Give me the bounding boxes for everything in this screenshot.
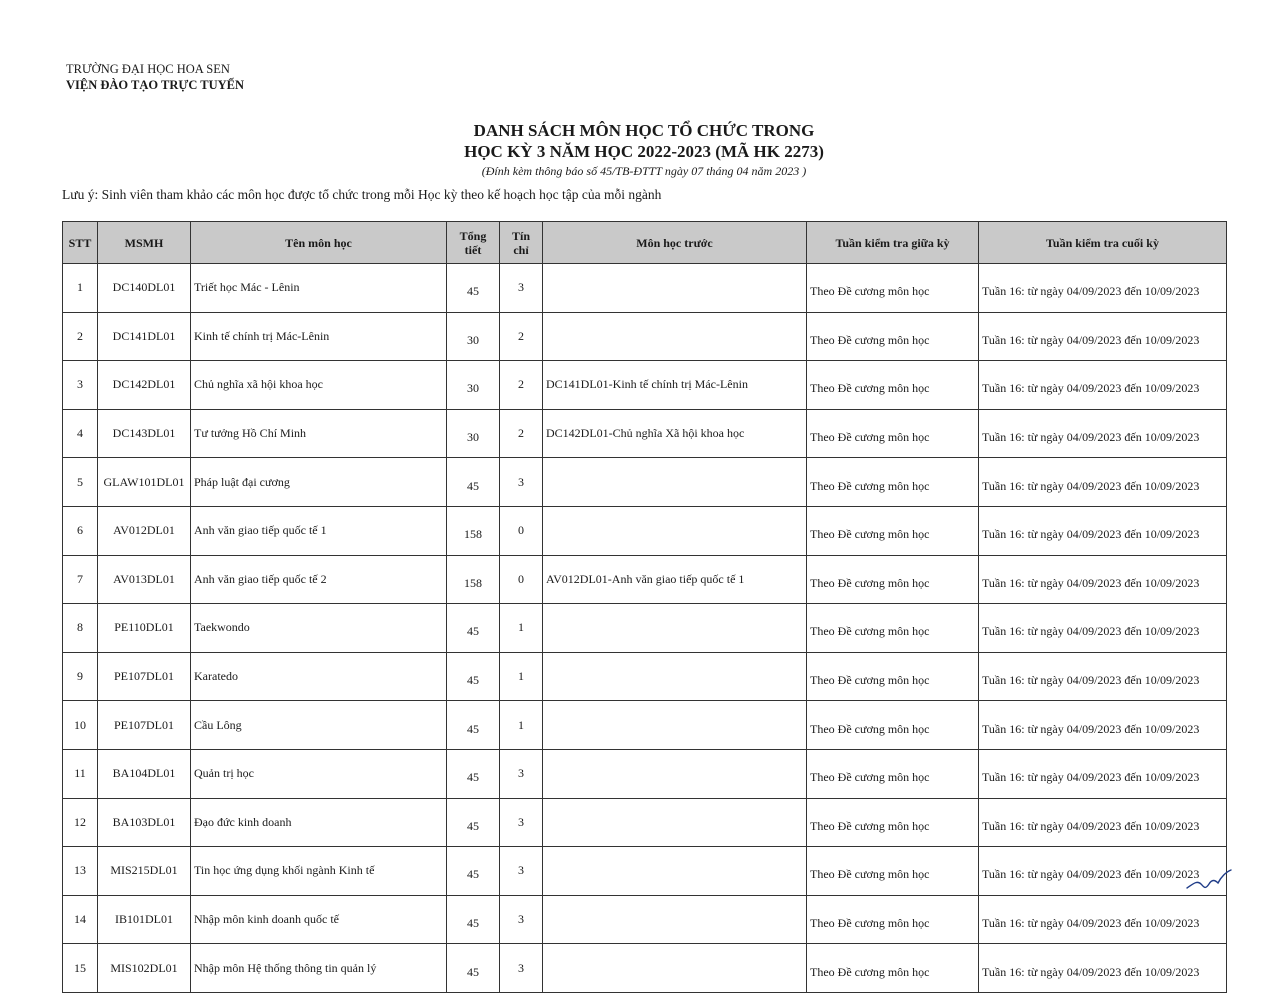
cell-prerequisite [543, 264, 807, 313]
cell-stt: 8 [63, 604, 98, 653]
document-header [66, 61, 244, 93]
cell-stt: 7 [63, 555, 98, 604]
cell-msmh: IB101DL01 [98, 895, 191, 944]
table-row [63, 798, 1227, 847]
cell-course-name: Chủ nghĩa xã hội khoa học [191, 361, 447, 410]
cell-msmh: PE107DL01 [98, 701, 191, 750]
cell-course-name: Triết học Mác - Lênin [191, 264, 447, 313]
cell-credits: 3 [500, 895, 543, 944]
cell-final-week: Tuần 16: từ ngày 04/09/2023 đến 10/09/2023 [979, 701, 1227, 750]
cell-prerequisite [543, 652, 807, 701]
cell-course-name: Cầu Lông [191, 701, 447, 750]
cell-final-week: Tuần 16: từ ngày 04/09/2023 đến 10/09/2023 [979, 506, 1227, 555]
table-row [63, 361, 1227, 410]
table-row [63, 555, 1227, 604]
cell-credits: 3 [500, 458, 543, 507]
cell-course-name: Quản trị học [191, 749, 447, 798]
cell-total-hours: 45 [447, 458, 500, 507]
cell-prerequisite [543, 798, 807, 847]
table-row [63, 749, 1227, 798]
cell-course-name: Anh văn giao tiếp quốc tế 2 [191, 555, 447, 604]
cell-course-name: Taekwondo [191, 604, 447, 653]
cell-total-hours: 45 [447, 847, 500, 896]
cell-course-name: Nhập môn Hệ thống thông tin quản lý [191, 944, 447, 993]
table-row [63, 944, 1227, 993]
signature-icon [1185, 868, 1233, 894]
cell-credits: 3 [500, 798, 543, 847]
table-row [63, 409, 1227, 458]
cell-msmh: MIS102DL01 [98, 944, 191, 993]
table-row [63, 506, 1227, 555]
cell-final-week: Tuần 16: từ ngày 04/09/2023 đến 10/09/2023 [979, 458, 1227, 507]
cell-midterm-week: Theo Đề cương môn học [807, 409, 979, 458]
cell-prerequisite [543, 749, 807, 798]
table-row [63, 604, 1227, 653]
cell-final-week: Tuần 16: từ ngày 04/09/2023 đến 10/09/2023 [979, 555, 1227, 604]
course-table [62, 221, 1227, 993]
header-total-hours [447, 222, 500, 264]
cell-prerequisite: DC141DL01-Kinh tế chính trị Mác-Lênin [543, 361, 807, 410]
cell-msmh: DC142DL01 [98, 361, 191, 410]
table-header-row [63, 222, 1227, 264]
cell-msmh: MIS215DL01 [98, 847, 191, 896]
cell-prerequisite [543, 312, 807, 361]
cell-total-hours: 45 [447, 798, 500, 847]
cell-course-name: Kinh tế chính trị Mác-Lênin [191, 312, 447, 361]
cell-stt: 11 [63, 749, 98, 798]
cell-final-week: Tuần 16: từ ngày 04/09/2023 đến 10/09/2023 [979, 895, 1227, 944]
cell-msmh: PE107DL01 [98, 652, 191, 701]
attachment-note: (Đính kèm thông báo số 45/TB-ĐTTT ngày 07 tháng 04 năm 2023 ) [481, 164, 807, 178]
cell-course-name: Pháp luật đại cương [191, 458, 447, 507]
cell-stt: 12 [63, 798, 98, 847]
cell-credits: 3 [500, 944, 543, 993]
table-row [63, 264, 1227, 313]
table-row [63, 652, 1227, 701]
cell-stt: 2 [63, 312, 98, 361]
header-stt: STT [63, 222, 98, 264]
cell-prerequisite [543, 847, 807, 896]
cell-msmh: DC140DL01 [98, 264, 191, 313]
cell-midterm-week: Theo Đề cương môn học [807, 944, 979, 993]
cell-final-week: Tuần 16: từ ngày 04/09/2023 đến 10/09/2023 [979, 361, 1227, 410]
cell-final-week: Tuần 16: từ ngày 04/09/2023 đến 10/09/2023 [979, 749, 1227, 798]
header-prerequisite: Môn học trước [543, 222, 807, 264]
cell-midterm-week: Theo Đề cương môn học [807, 652, 979, 701]
cell-stt: 14 [63, 895, 98, 944]
table-row [63, 895, 1227, 944]
cell-msmh: BA104DL01 [98, 749, 191, 798]
cell-course-name: Tin học ứng dụng khối ngành Kinh tế [191, 847, 447, 896]
cell-credits: 3 [500, 749, 543, 798]
cell-credits: 2 [500, 312, 543, 361]
cell-stt: 9 [63, 652, 98, 701]
table-row [63, 701, 1227, 750]
cell-midterm-week: Theo Đề cương môn học [807, 312, 979, 361]
cell-total-hours: 30 [447, 312, 500, 361]
cell-credits: 1 [500, 701, 543, 750]
table-body [63, 264, 1227, 993]
cell-final-week: Tuần 16: từ ngày 04/09/2023 đến 10/09/2023 [979, 409, 1227, 458]
cell-final-week: Tuần 16: từ ngày 04/09/2023 đến 10/09/2023 [979, 312, 1227, 361]
cell-midterm-week: Theo Đề cương môn học [807, 895, 979, 944]
cell-stt: 6 [63, 506, 98, 555]
header-total-hours-line2: tiết [464, 242, 482, 257]
header-credits-line2: chỉ [513, 242, 529, 257]
table-row [63, 847, 1227, 896]
cell-total-hours: 30 [447, 361, 500, 410]
cell-prerequisite [543, 895, 807, 944]
header-credits [500, 222, 543, 264]
cell-msmh: AV013DL01 [98, 555, 191, 604]
cell-course-name: Tư tưởng Hồ Chí Minh [191, 409, 447, 458]
cell-stt: 10 [63, 701, 98, 750]
cell-prerequisite [543, 604, 807, 653]
header-total-hours-line1: Tổng [459, 228, 487, 243]
cell-midterm-week: Theo Đề cương môn học [807, 604, 979, 653]
header-msmh: MSMH [98, 222, 191, 264]
cell-course-name: Nhập môn kinh doanh quốc tế [191, 895, 447, 944]
cell-prerequisite [543, 506, 807, 555]
cell-total-hours: 45 [447, 749, 500, 798]
cell-msmh: BA103DL01 [98, 798, 191, 847]
cell-total-hours: 45 [447, 895, 500, 944]
document-title [0, 120, 1288, 162]
cell-midterm-week: Theo Đề cương môn học [807, 458, 979, 507]
title-line-2: HỌC KỲ 3 NĂM HỌC 2022-2023 (MÃ HK 2273) [464, 142, 824, 161]
header-midterm-week: Tuần kiểm tra giữa kỳ [807, 222, 979, 264]
cell-credits: 3 [500, 264, 543, 313]
title-line-1: DANH SÁCH MÔN HỌC TỔ CHỨC TRONG [473, 121, 815, 140]
cell-midterm-week: Theo Đề cương môn học [807, 264, 979, 313]
cell-total-hours: 45 [447, 701, 500, 750]
cell-stt: 13 [63, 847, 98, 896]
cell-credits: 3 [500, 847, 543, 896]
cell-prerequisite [543, 458, 807, 507]
cell-final-week: Tuần 16: từ ngày 04/09/2023 đến 10/09/2023 [979, 604, 1227, 653]
cell-stt: 4 [63, 409, 98, 458]
cell-total-hours: 45 [447, 604, 500, 653]
cell-course-name: Karatedo [191, 652, 447, 701]
cell-midterm-week: Theo Đề cương môn học [807, 798, 979, 847]
cell-msmh: GLAW101DL01 [98, 458, 191, 507]
school-name: TRƯỜNG ĐẠI HỌC HOA SEN [66, 62, 230, 76]
cell-stt: 1 [63, 264, 98, 313]
cell-final-week: Tuần 16: từ ngày 04/09/2023 đến 10/09/2023 [979, 264, 1227, 313]
cell-final-week: Tuần 16: từ ngày 04/09/2023 đến 10/09/2023 [979, 944, 1227, 993]
cell-credits: 2 [500, 409, 543, 458]
cell-credits: 1 [500, 652, 543, 701]
cell-stt: 15 [63, 944, 98, 993]
cell-prerequisite: DC142DL01-Chủ nghĩa Xã hội khoa học [543, 409, 807, 458]
cell-prerequisite [543, 701, 807, 750]
cell-msmh: DC141DL01 [98, 312, 191, 361]
cell-credits: 0 [500, 555, 543, 604]
cell-prerequisite: AV012DL01-Anh văn giao tiếp quốc tế 1 [543, 555, 807, 604]
cell-total-hours: 30 [447, 409, 500, 458]
cell-total-hours: 158 [447, 506, 500, 555]
header-credits-line1: Tín [511, 228, 530, 243]
cell-total-hours: 158 [447, 555, 500, 604]
cell-midterm-week: Theo Đề cương môn học [807, 749, 979, 798]
cell-msmh: AV012DL01 [98, 506, 191, 555]
cell-credits: 2 [500, 361, 543, 410]
header-course-name: Tên môn học [191, 222, 447, 264]
cell-msmh: PE110DL01 [98, 604, 191, 653]
cell-prerequisite [543, 944, 807, 993]
cell-credits: 0 [500, 506, 543, 555]
student-note: Lưu ý: Sinh viên tham khảo các môn học được tổ chức trong mỗi Học kỳ theo kế hoạch học tập của mỗi ngành [62, 187, 662, 202]
cell-total-hours: 45 [447, 264, 500, 313]
cell-final-week: Tuần 16: từ ngày 04/09/2023 đến 10/09/2023 [979, 652, 1227, 701]
cell-midterm-week: Theo Đề cương môn học [807, 361, 979, 410]
cell-midterm-week: Theo Đề cương môn học [807, 847, 979, 896]
header-final-week: Tuần kiểm tra cuối kỳ [979, 222, 1227, 264]
cell-total-hours: 45 [447, 944, 500, 993]
cell-total-hours: 45 [447, 652, 500, 701]
cell-final-week: Tuần 16: từ ngày 04/09/2023 đến 10/09/2023 [979, 847, 1227, 896]
cell-midterm-week: Theo Đề cương môn học [807, 555, 979, 604]
cell-stt: 3 [63, 361, 98, 410]
table-row [63, 312, 1227, 361]
cell-stt: 5 [63, 458, 98, 507]
table-row [63, 458, 1227, 507]
cell-credits: 1 [500, 604, 543, 653]
cell-msmh: DC143DL01 [98, 409, 191, 458]
institute-name: VIỆN ĐÀO TẠO TRỰC TUYẾN [66, 78, 245, 92]
cell-midterm-week: Theo Đề cương môn học [807, 701, 979, 750]
cell-midterm-week: Theo Đề cương môn học [807, 506, 979, 555]
cell-final-week: Tuần 16: từ ngày 04/09/2023 đến 10/09/2023 [979, 798, 1227, 847]
cell-course-name: Đạo đức kinh doanh [191, 798, 447, 847]
cell-course-name: Anh văn giao tiếp quốc tế 1 [191, 506, 447, 555]
